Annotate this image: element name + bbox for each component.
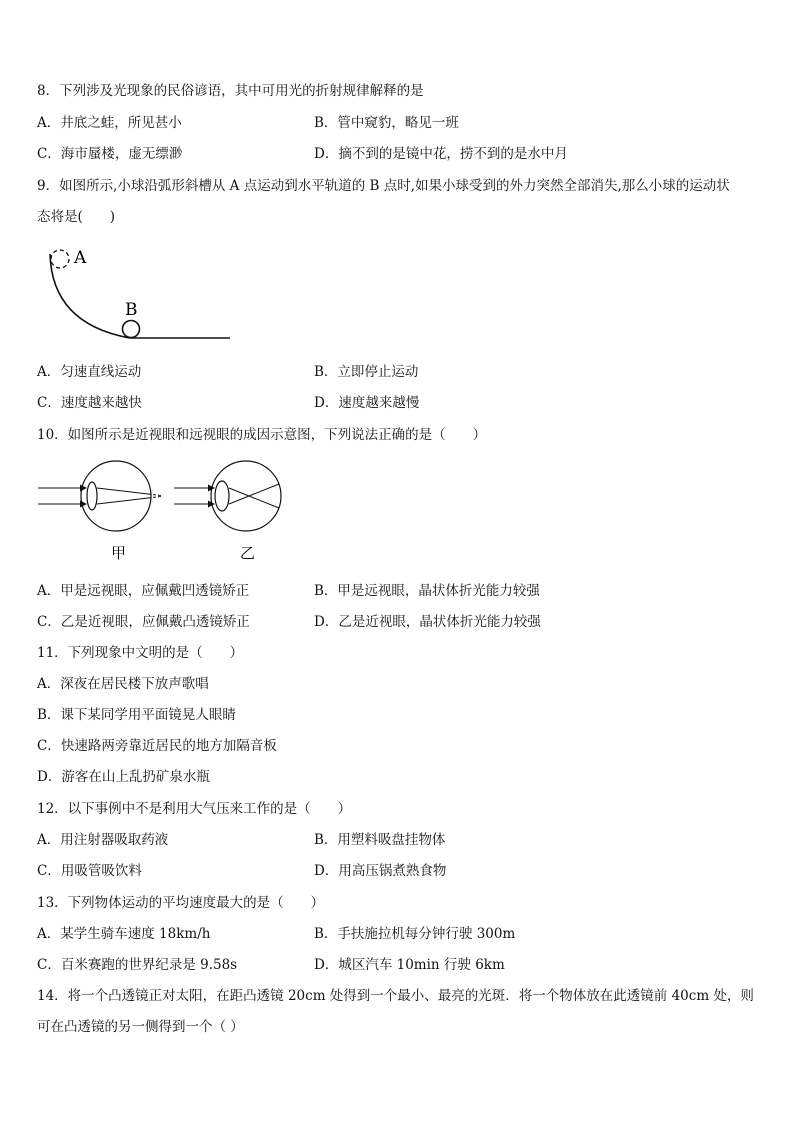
q10-option-c[interactable]: C．乙是近视眼，应佩戴凸透镜矫正 [37,614,250,630]
q9-stem-line2: 态将是( ) [37,209,116,225]
q9-stem-line1: 9．如图所示,小球沿弧形斜槽从 A 点运动到水平轨道的 B 点时,如果小球受到的外力突然全部消失,那么小球的运动状 [37,178,730,194]
q13-option-b[interactable]: B．手扶施拉机每分钟行驶 300m [314,926,516,942]
q10-option-d[interactable]: D．乙是近视眼，晶状体折光能力较强 [314,614,541,630]
label-a: A [74,248,87,268]
q9-option-c[interactable]: C．速度越来越快 [37,395,142,411]
q13-option-c[interactable]: C．百米赛跑的世界纪录是 9.58s [37,957,238,973]
q9-option-a[interactable]: A．匀速直线运动 [37,364,142,380]
q9-option-b[interactable]: B．立即停止运动 [314,364,419,380]
q14-stem-line1: 14．将一个凸透镜正对太阳，在距凸透镜 20cm 处得到一个最小、最亮的光斑．将一个物体放在此透镜前 40cm 处，则 [37,988,754,1004]
q9-track-figure [40,244,240,344]
q12-option-c[interactable]: C．用吸管吸饮料 [37,863,142,879]
q11-option-d[interactable]: D．游客在山上乱扔矿泉水瓶 [37,769,210,785]
q12-option-a[interactable]: A．用注射器吸取药液 [37,832,169,848]
q13-stem: 13．下列物体运动的平均速度最大的是（ ） [37,895,325,911]
q12-option-d[interactable]: D．用高压锅煮熟食物 [314,863,447,879]
eye-yi [174,461,281,531]
q12-stem: 12．以下事例中不是利用大气压来工作的是（ ） [37,801,352,817]
q10-stem: 10．如图所示是近视眼和远视眼的成因示意图，下列说法正确的是（ ） [37,427,487,443]
q10-option-b[interactable]: B．甲是远视眼，晶状体折光能力较强 [314,583,540,599]
q10-option-a[interactable]: A．甲是远视眼，应佩戴凹透镜矫正 [37,583,250,599]
ball-at-a [51,250,69,268]
q11-option-c[interactable]: C．快速路两旁靠近居民的地方加隔音板 [37,738,277,754]
q10-eye-figure [38,460,288,570]
ball-at-b [123,321,140,338]
q8-option-b[interactable]: B．管中窥豹，略见一班 [314,115,459,131]
q13-option-a[interactable]: A．某学生骑车速度 18km/h [37,926,211,942]
label-jia: 甲 [111,544,127,562]
q14-stem-line2: 可在凸透镜的另一侧得到一个（ ） [37,1019,244,1035]
q8-option-c[interactable]: C．海市蜃楼，虚无缥渺 [37,146,183,162]
label-yi: 乙 [240,544,256,562]
q11-stem: 11．下列现象中文明的是（ ） [37,645,244,661]
q11-option-a[interactable]: A．深夜在居民楼下放声歌唱 [37,676,209,692]
q8-option-a[interactable]: A．井底之蛙，所见甚小 [37,115,182,131]
q8-option-d[interactable]: D．摘不到的是镜中花，捞不到的是水中月 [314,146,568,162]
q9-option-d[interactable]: D．速度越来越慢 [314,395,420,411]
q12-option-b[interactable]: B．用塑料吸盘挂物体 [314,832,446,848]
eye-jia [38,461,161,531]
label-b: B [125,300,138,320]
q11-option-b[interactable]: B．课下某同学用平面镜晃人眼睛 [37,707,236,723]
q8-stem: 8．下列涉及光现象的民俗谚语，其中可用光的折射规律解释的是 [37,83,424,99]
q13-option-d[interactable]: D．城区汽车 10min 行驶 6km [314,957,505,973]
